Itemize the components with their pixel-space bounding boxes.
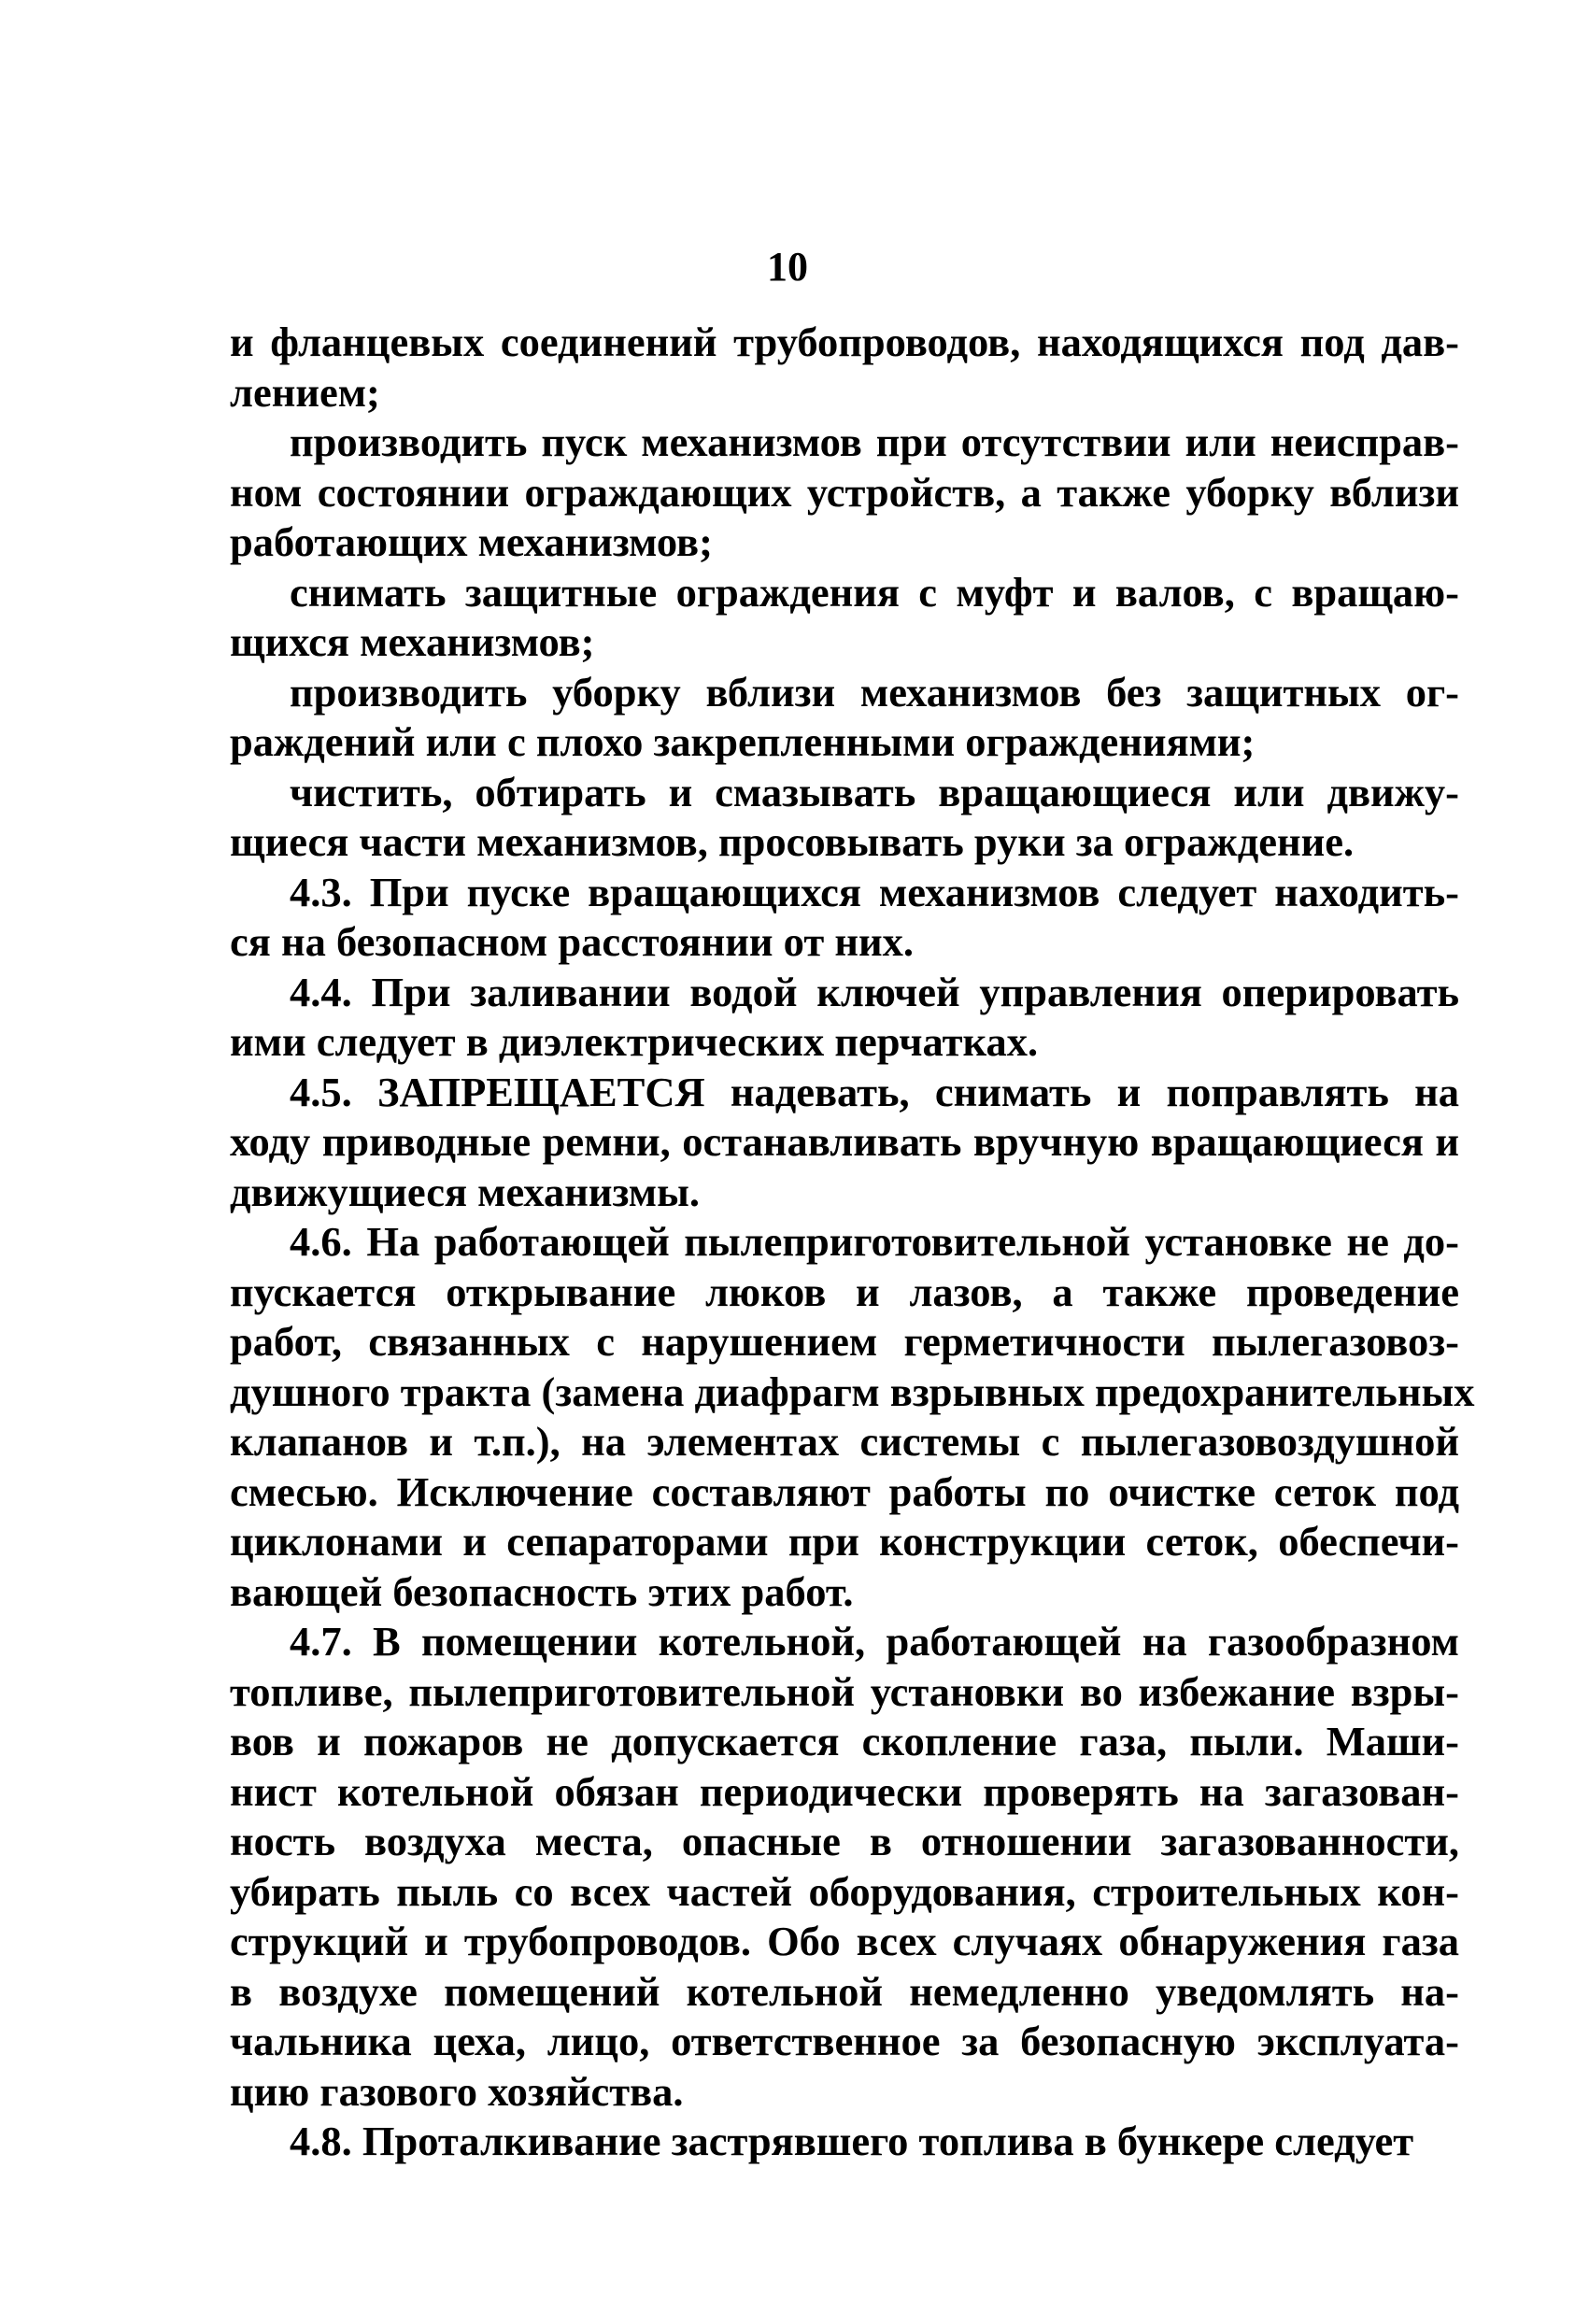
text-line: 4.5. ЗАПРЕЩАЕТСЯ надевать, снимать и поправлять на	[290, 1068, 1459, 1115]
text-line: производить пуск механизмов при отсутствии или неисправ-	[290, 418, 1459, 465]
text-line: снимать защитные ограждения с муфт и валов, с вращаю-	[290, 568, 1459, 616]
text-line: движущиеся механизмы.	[230, 1168, 700, 1215]
text-line: 4.4. При заливании водой ключей управления оперировать	[290, 968, 1459, 1015]
text-line: и фланцевых соединений трубопроводов, находящихся под дав-	[230, 319, 1459, 365]
text-line: ность воздуха места, опасные в отношении загазованности,	[230, 1818, 1459, 1864]
paragraph	[230, 568, 1459, 668]
text-line: смесью. Исключение составляют работы по очистке сеток под	[230, 1467, 1459, 1515]
text-line: цию газового хозяйства.	[230, 2067, 684, 2115]
text-line: убирать пыль со всех частей оборудования, строительных кон-	[230, 1867, 1459, 1915]
text-line: чистить, обтирать и смазывать вращающиеся или движу-	[290, 768, 1459, 815]
text-line: ном состоянии ограждающих устройств, а также уборку вблизи	[230, 468, 1459, 516]
paragraph	[230, 968, 1459, 1068]
text-line: 4.3. При пуске вращающихся механизмов следует находить-	[290, 868, 1459, 915]
text-line: ими следует в диэлектрических перчатках.	[230, 1018, 1039, 1065]
paragraph	[230, 418, 1459, 568]
text-line: ходу приводные ремни, останавливать вручную вращающиеся и	[230, 1118, 1459, 1165]
text-line: производить уборку вблизи механизмов без защитных ог-	[290, 668, 1459, 716]
text-line: работающих механизмов;	[230, 518, 713, 565]
text-line: щихся механизмов;	[230, 618, 595, 665]
text-line: пускается открывание люков и лазов, а также проведение	[230, 1268, 1459, 1315]
page-number: 10	[767, 244, 808, 290]
text-line: циклонами и сепараторами при конструкции сеток, обеспечи-	[230, 1518, 1459, 1565]
text-line: раждений или с плохо закрепленными ограждениями;	[230, 718, 1256, 765]
text-line: щиеся части механизмов, просовывать руки за ограждение.	[230, 818, 1355, 865]
text-line: вов и пожаров не допускается скопление газа, пыли. Маши-	[230, 1718, 1459, 1764]
paragraph	[230, 868, 1459, 968]
paragraph	[230, 1068, 1459, 1218]
text-line: чальника цеха, лицо, ответственное за безопасную эксплуата-	[230, 2018, 1459, 2064]
text-line: струкций и трубопроводов. Обо всех случаях обнаружения газа	[230, 1918, 1459, 1964]
text-line: вающей безопасность этих работ.	[230, 1567, 854, 1615]
paragraph	[230, 768, 1459, 868]
text-line: 4.7. В помещении котельной, работающей на газообразном	[290, 1618, 1459, 1665]
paragraph	[230, 2117, 1459, 2167]
text-line: нист котельной обязан периодически проверять на загазован-	[230, 1767, 1459, 1815]
text-line: 4.6. На работающей пылеприготовительной установке не до-	[290, 1218, 1459, 1265]
text-line: в воздухе помещений котельной немедленно уведомлять на-	[230, 1967, 1459, 2015]
document-body	[230, 318, 1475, 2167]
paragraph	[230, 318, 1459, 418]
text-line: топливе, пылеприготовительной установки во избежание взры-	[230, 1667, 1459, 1715]
text-line: ся на безопасном расстоянии от них.	[230, 918, 914, 965]
text-line: клапанов и т.п.), на элементах системы с пылегазовоздушной	[230, 1418, 1459, 1465]
text-line: 4.8. Проталкивание застрявшего топлива в бункере следует	[290, 2118, 1414, 2164]
paragraph	[230, 1217, 1475, 1617]
text-line: душного тракта (замена диафрагм взрывных предохранительных	[230, 1367, 1475, 1415]
text-line: лением;	[230, 368, 380, 416]
paragraph	[230, 1617, 1459, 2117]
text-line: работ, связанных с нарушением герметичности пылегазовоз-	[230, 1318, 1459, 1365]
paragraph	[230, 668, 1459, 768]
